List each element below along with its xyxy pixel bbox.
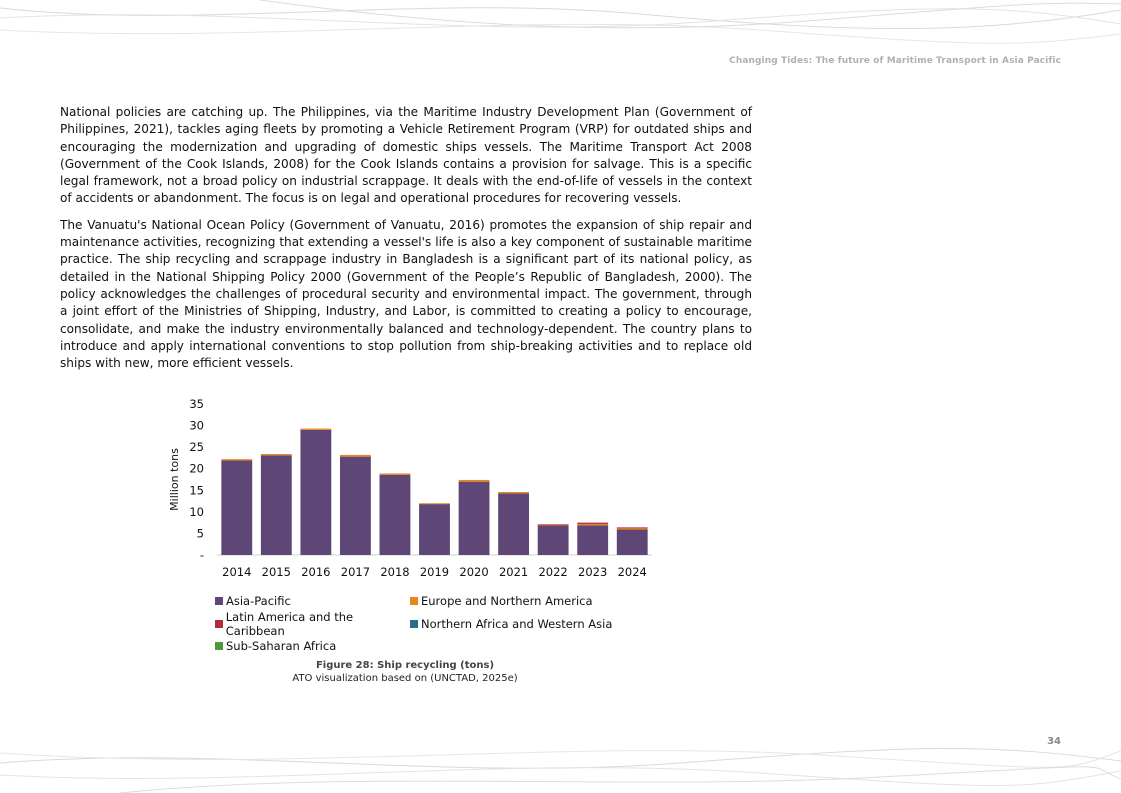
bar-asia-pacific-2017 — [340, 457, 371, 555]
bar-europe-and-northern-america-2023 — [577, 524, 608, 525]
bar-asia-pacific-2021 — [498, 493, 529, 555]
bar-asia-pacific-2023 — [577, 525, 608, 555]
ship-recycling-chart — [160, 393, 660, 579]
legend-item-europe-northern-america — [410, 594, 593, 608]
figure-title: Figure 28: Ship recycling (tons) — [315, 660, 495, 671]
header-wave-decoration — [0, 0, 1121, 60]
legend-swatch-northern-africa-western-asia — [410, 620, 418, 628]
chart-svg — [160, 393, 660, 588]
x-tick-label-2019: 2019 — [419, 565, 450, 579]
y-tick-label-1: 5 — [196, 526, 204, 541]
legend-label-sub-saharan-africa: Sub-Saharan Africa — [226, 639, 337, 654]
page-number: 34 — [1047, 736, 1061, 747]
bar-europe-and-northern-america-2014 — [221, 459, 252, 460]
bar-asia-pacific-2019 — [419, 504, 450, 555]
legend-swatch-europe-northern-america — [410, 597, 418, 605]
x-tick-label-2021: 2021 — [498, 565, 529, 579]
y-tick-label-7: 35 — [189, 397, 204, 411]
bar-latin-america-and-the-caribbean-2022 — [538, 524, 569, 525]
bar-asia-pacific-2014 — [221, 461, 252, 555]
bar-asia-pacific-2022 — [538, 525, 569, 555]
legend-item-asia-pacific — [215, 594, 410, 608]
x-tick-label-2014: 2014 — [222, 565, 252, 579]
body-text — [60, 104, 752, 381]
x-tick-label-2018: 2018 — [380, 565, 410, 579]
bar-latin-america-and-the-caribbean-2023 — [577, 523, 608, 524]
x-tick-label-2015: 2015 — [261, 565, 291, 579]
bar-asia-pacific-2024 — [617, 530, 648, 555]
bar-europe-and-northern-america-2017 — [340, 455, 371, 457]
legend-label-northern-africa-western-asia: Northern Africa and Western Asia — [421, 616, 613, 631]
y-tick-label-4: 20 — [189, 461, 204, 476]
x-tick-label-2017: 2017 — [340, 565, 371, 579]
legend-label-asia-pacific: Asia-Pacific — [226, 594, 291, 609]
y-tick-label-3: 15 — [189, 483, 204, 498]
legend-item-latin-america-caribbean — [215, 610, 410, 638]
bar-europe-and-northern-america-2015 — [261, 454, 292, 455]
bar-europe-and-northern-america-2018 — [380, 473, 411, 474]
y-tick-label-2: 10 — [189, 504, 204, 519]
bar-europe-and-northern-america-2016 — [300, 429, 331, 430]
bar-asia-pacific-2018 — [380, 475, 411, 555]
figure-caption — [160, 660, 650, 684]
legend-label-latin-america-caribbean: Latin America and the Caribbean — [225, 609, 354, 638]
y-axis-label: Million tons — [168, 448, 181, 511]
paragraph-vanuatu-bangladesh: The Vanuatu's National Ocean Policy (Government of Vanuatu, 2016) promotes the expansion of ship repair and maintenance activities, recognizing that extending a vessel's life is also a key component of sustainable maritime practice. The ship recycling and scrappage industry in Bangladesh is a significant part of its national policy, as detailed in the National Shipping Policy 2000 (Government of the People’s Republic of Bangladesh, 2000). The policy acknowledges the challenges of procedural security and environmental impact. The government, through a joint effort of the Ministries of Shipping, Industry, and Labor, is committed to creating a policy to encourage, consolidate, and make the industry environmentally balanced and technology-dependent. The country plans to introduce and apply international conventions to stop pollution from ship-breaking activities and to replace old ships with new, more efficient vessels. — [60, 217, 752, 371]
footer-wave-decoration — [0, 733, 1121, 793]
x-tick-label-2024: 2024 — [617, 565, 647, 579]
legend-item-sub-saharan-africa — [215, 639, 410, 653]
bar-asia-pacific-2020 — [459, 482, 490, 555]
legend-label-europe-northern-america: Europe and Northern America — [421, 594, 593, 609]
bar-europe-and-northern-america-2019 — [419, 503, 450, 504]
x-tick-label-2023: 2023 — [578, 565, 608, 579]
bar-latin-america-and-the-caribbean-2024 — [617, 527, 648, 528]
bar-asia-pacific-2015 — [261, 455, 292, 555]
bar-europe-and-northern-america-2021 — [498, 492, 529, 493]
running-header: Changing Tides: The future of Maritime Transport in Asia Pacific — [729, 56, 1061, 66]
legend-swatch-sub-saharan-africa — [215, 642, 223, 650]
chart-legend — [215, 590, 612, 658]
y-tick-label-0: - — [199, 548, 204, 562]
y-tick-label-6: 30 — [189, 418, 204, 433]
legend-swatch-asia-pacific — [215, 597, 223, 605]
x-tick-label-2022: 2022 — [538, 565, 568, 579]
x-tick-label-2016: 2016 — [301, 565, 331, 579]
legend-item-northern-africa-western-asia — [410, 617, 612, 631]
x-tick-label-2020: 2020 — [459, 565, 489, 579]
y-tick-label-5: 25 — [189, 440, 204, 455]
bar-asia-pacific-2016 — [300, 430, 331, 555]
figure-source: ATO visualization based on (UNCTAD, 2025e) — [292, 673, 518, 684]
bar-europe-and-northern-america-2020 — [459, 480, 490, 482]
legend-swatch-latin-america-caribbean — [215, 620, 223, 628]
paragraph-philippines: National policies are catching up. The Philippines, via the Maritime Industry Development Plan (Government of Philippines, 2021), tackles aging fleets by promoting a Vehicle Retirement Program (VRP) for outdated ships and encouraging the modernization and upgrading of domestic ships vessels. The Maritime Transport Act 2008 (Government of the Cook Islands, 2008) for the Cook Islands contains a provision for salvage. This is a specific legal framework, not a broad policy on industrial scrappage. It deals with the end-of-life of vessels in the context of accidents or abandonment. The focus is on legal and operational procedures for recovering vessels. — [60, 105, 752, 206]
